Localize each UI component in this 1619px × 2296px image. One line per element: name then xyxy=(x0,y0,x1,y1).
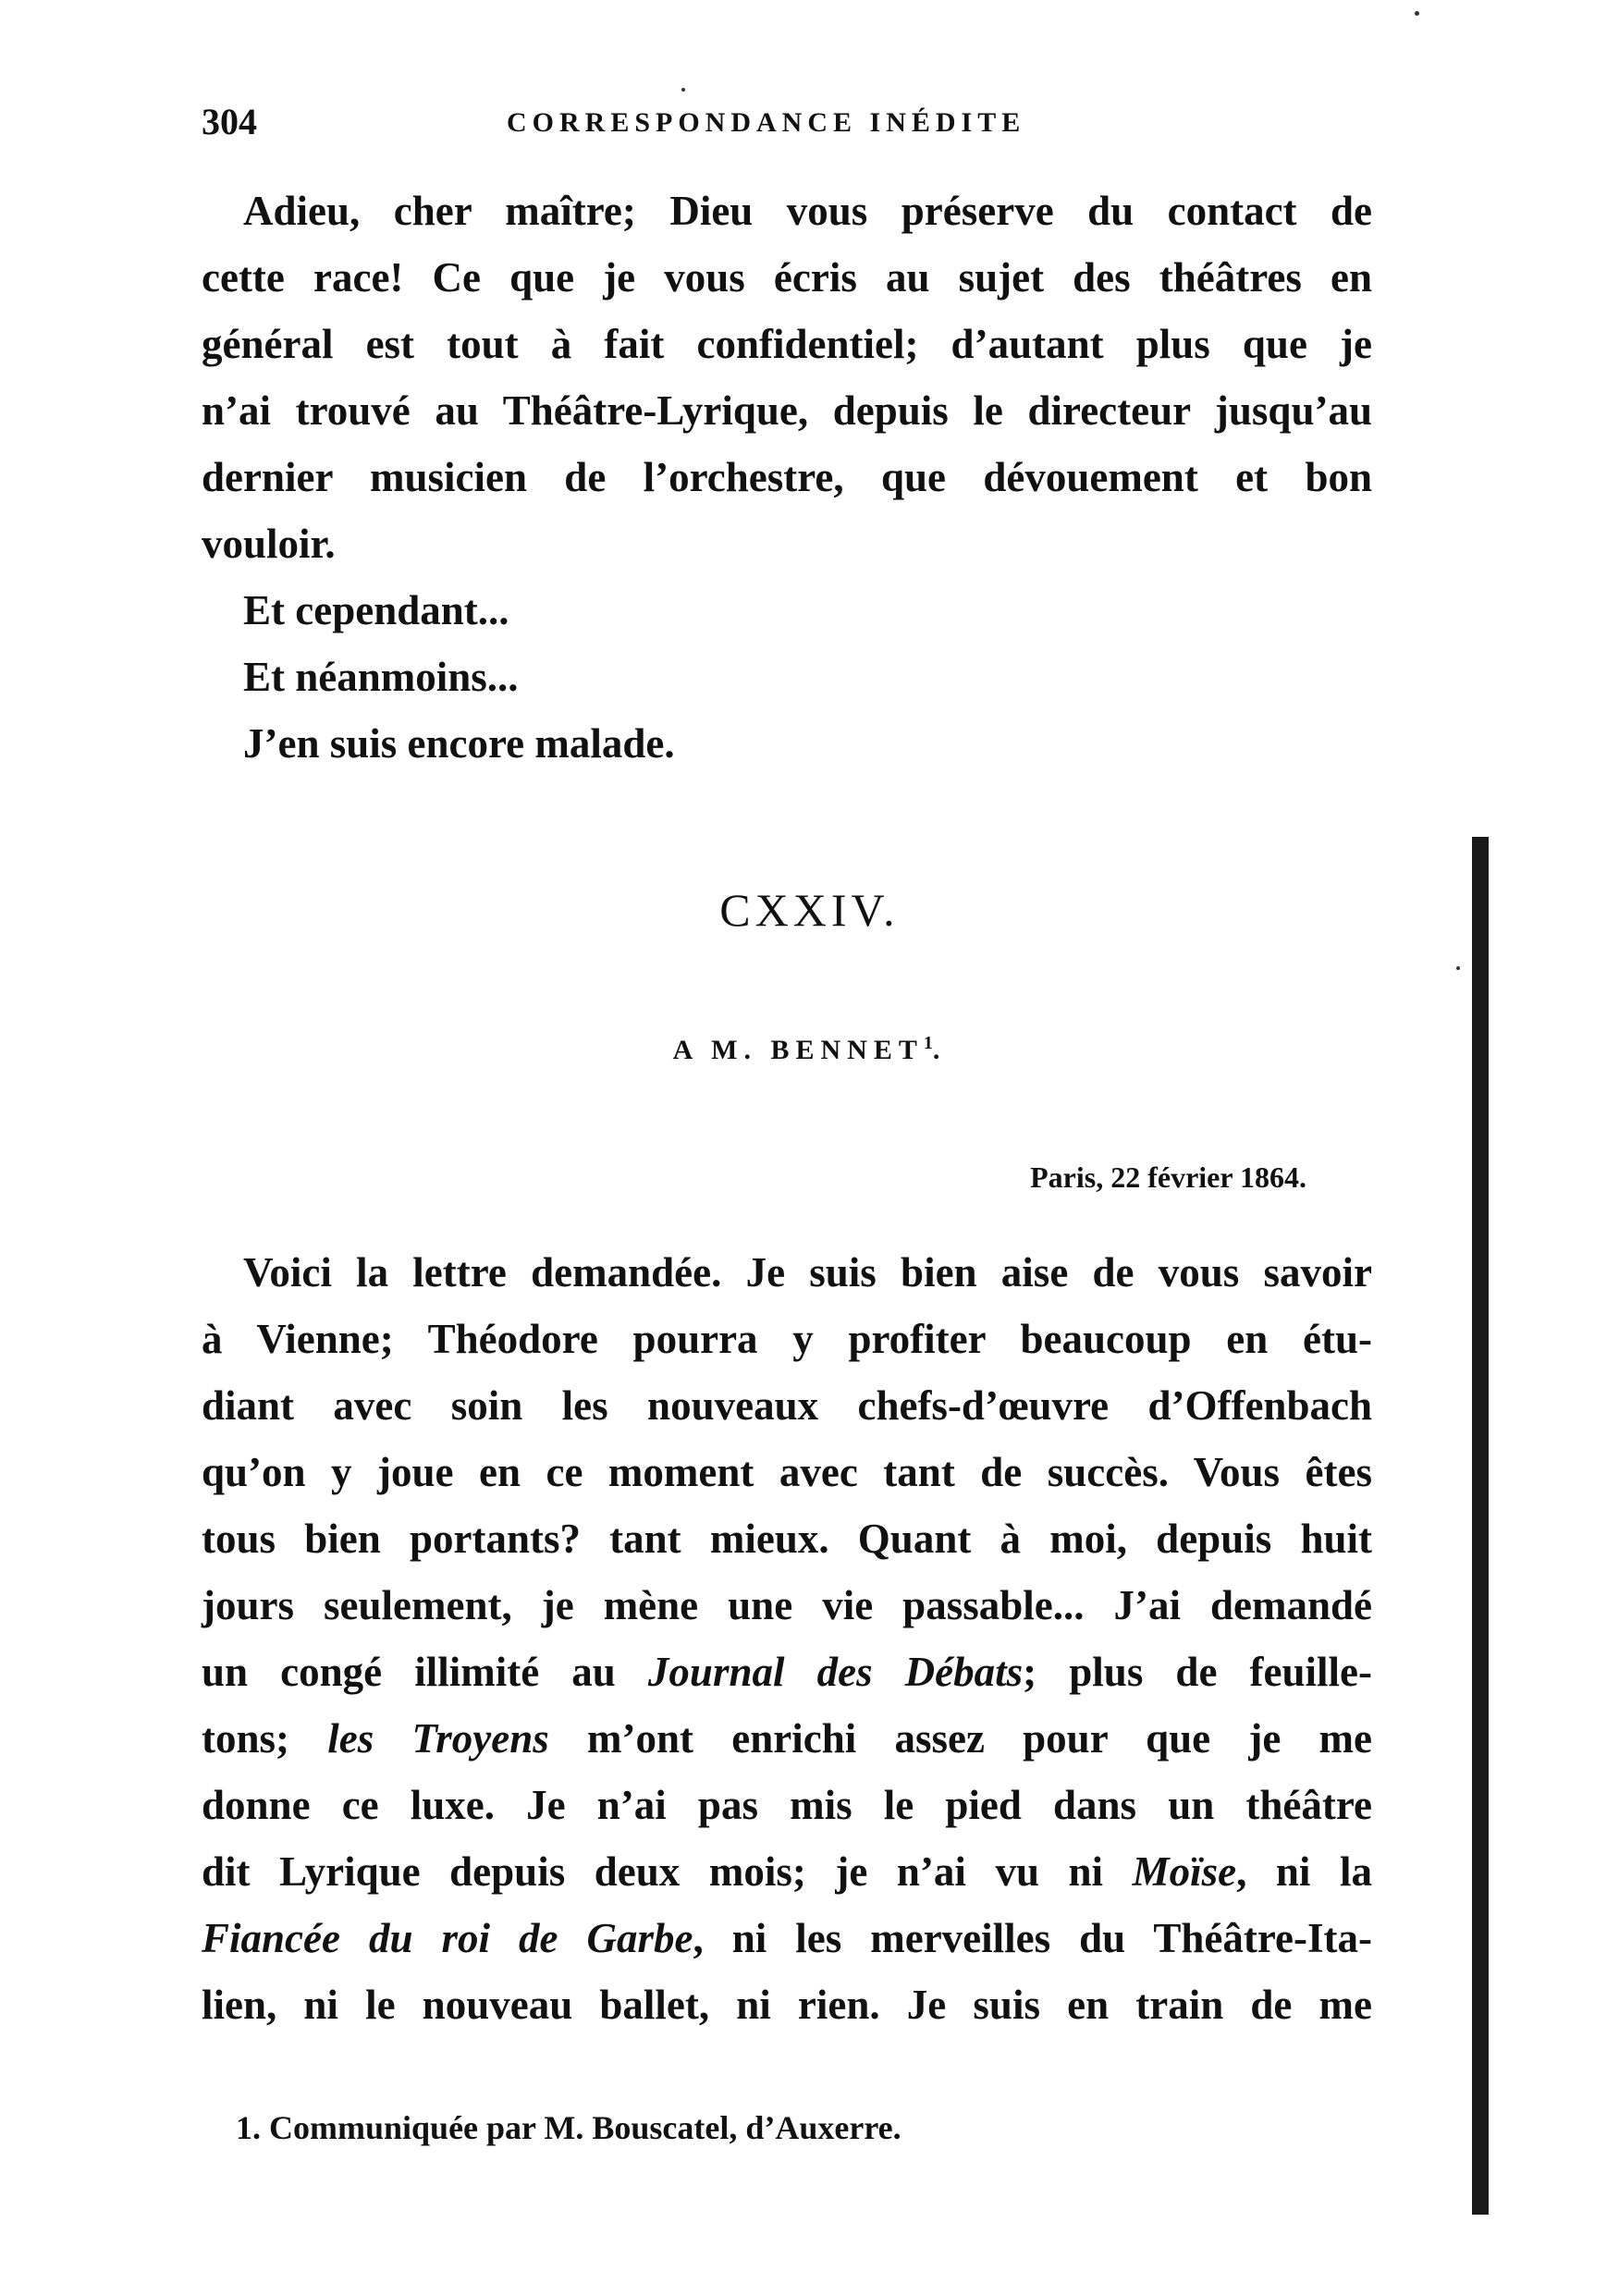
text-line: général est tout à fait confidentiel; d’autant plus que je xyxy=(202,321,1372,367)
text-run: tons; xyxy=(202,1715,328,1762)
text-run: m’ont enrichi assez pour que je me xyxy=(548,1715,1373,1762)
text-run: ; plus de feuille- xyxy=(1023,1649,1372,1695)
scan-speck xyxy=(1415,11,1419,16)
letter-recipient xyxy=(0,1033,1619,1066)
italic-title-journal: Journal des Débats xyxy=(647,1649,1024,1695)
scan-speck xyxy=(1456,966,1460,970)
footnote-marker: 1 xyxy=(923,1033,933,1053)
letter-number: CXXIV. xyxy=(719,884,900,936)
running-title: CORRESPONDANCE INÉDITE xyxy=(507,107,1026,138)
text-line xyxy=(202,1639,1372,1705)
page-header xyxy=(202,100,1385,155)
previous-letter-ending xyxy=(202,178,1372,777)
text-line: jours seulement, je mène une vie passable... J’ai demandé xyxy=(202,1582,1372,1628)
text-line: Et néanmoins... xyxy=(243,654,519,700)
scan-edge-rule xyxy=(1472,837,1489,2215)
recipient-period: . xyxy=(932,1035,947,1065)
text-line: à Vienne; Théodore pourra y profiter beaucoup en étu- xyxy=(202,1316,1372,1362)
text-line: Voici la lettre demandée. Je suis bien aise de vous savoir xyxy=(243,1249,1372,1295)
text-run: dit Lyrique depuis deux mois; je n’ai vu ni xyxy=(202,1848,1133,1895)
footnote: 1. Communiquée par M. Bouscatel, d’Auxerre. xyxy=(236,2109,901,2146)
text-line: J’en suis encore malade. xyxy=(243,720,675,767)
text-line: Adieu, cher maître; Dieu vous préserve du contact de xyxy=(243,188,1372,234)
text-line: vouloir. xyxy=(202,521,336,567)
text-run: , ni les merveilles du Théâtre-Ita- xyxy=(693,1915,1372,1961)
italic-title-opera: les Troyens xyxy=(327,1715,549,1762)
page-number: 304 xyxy=(202,101,257,142)
text-line: cette race! Ce que je vous écris au sujet des théâtres en xyxy=(202,254,1372,301)
italic-title-opera: Fiancée du roi de Garbe xyxy=(202,1915,693,1961)
text-line: tous bien portants? tant mieux. Quant à moi, depuis huit xyxy=(202,1516,1372,1562)
text-line: donne ce luxe. Je n’ai pas mis le pied dans un théâtre xyxy=(202,1782,1372,1828)
recipient-name: A M. BENNET xyxy=(672,1035,924,1065)
text-line: n’ai trouvé au Théâtre-Lyrique, depuis le directeur jusqu’au xyxy=(202,387,1372,434)
scan-speck xyxy=(681,88,685,92)
text-line: dernier musicien de l’orchestre, que dévouement et bon xyxy=(202,454,1372,500)
text-run: un congé illimité au xyxy=(202,1649,648,1695)
letter-body xyxy=(202,1239,1372,2038)
text-line xyxy=(202,1705,1372,1772)
letter-dateline: Paris, 22 février 1864. xyxy=(1030,1160,1306,1194)
text-run: , ni la xyxy=(1236,1848,1372,1895)
text-line: diant avec soin les nouveaux chefs-d’œuvre d’Offenbach xyxy=(202,1382,1372,1429)
italic-title-opera: Moïse xyxy=(1132,1848,1237,1895)
text-line: Et cependant... xyxy=(243,587,509,633)
text-line: lien, ni le nouveau ballet, ni rien. Je suis en train de me xyxy=(202,1982,1372,2028)
text-line xyxy=(202,1905,1372,1971)
text-line xyxy=(202,1838,1372,1905)
text-line: qu’on y joue en ce moment avec tant de succès. Vous êtes xyxy=(202,1449,1372,1495)
